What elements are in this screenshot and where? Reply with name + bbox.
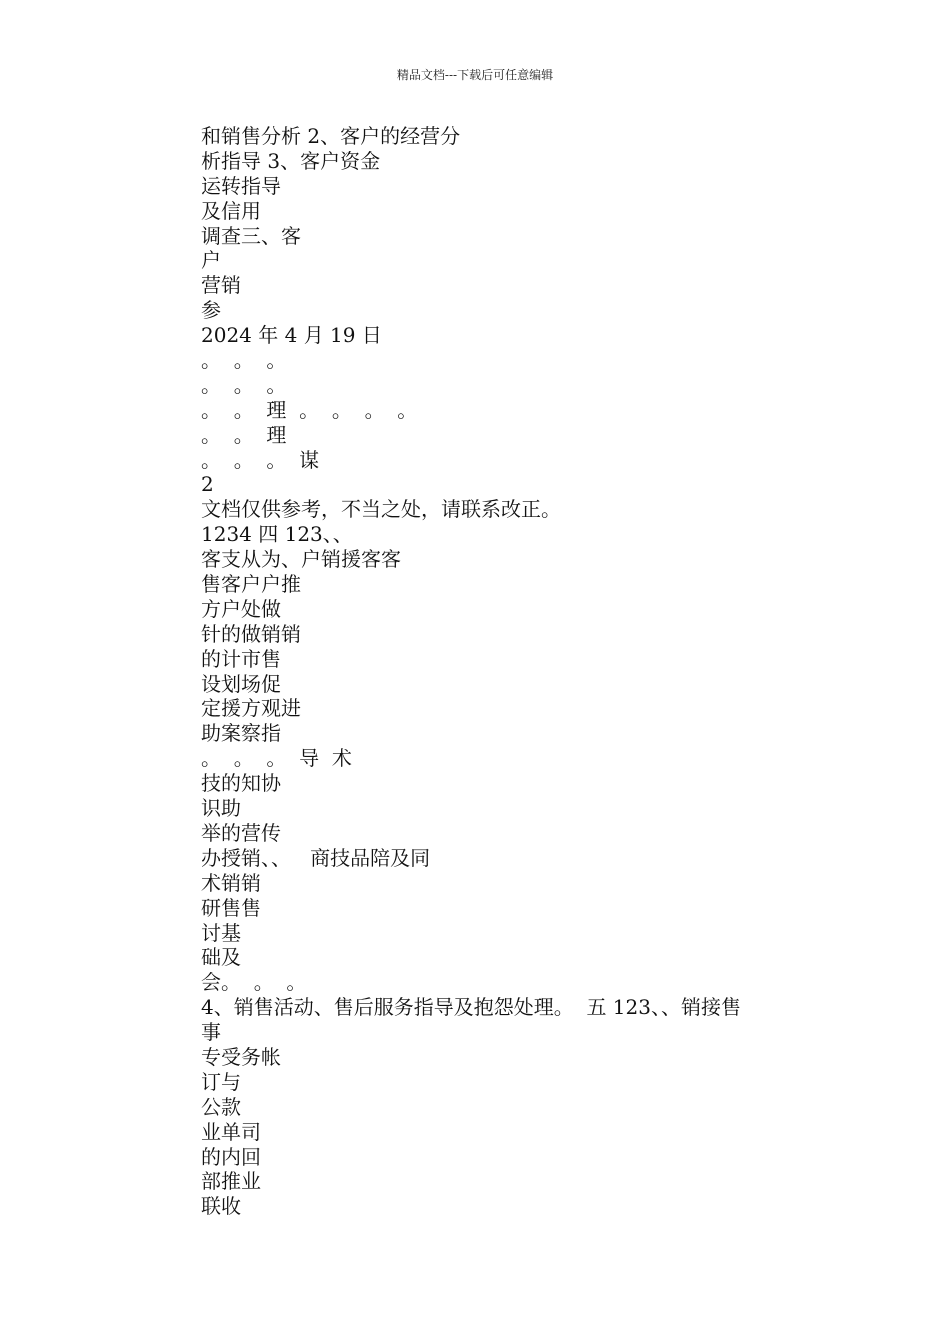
- text-line: 助案察指: [201, 721, 281, 746]
- text-line: 术销销: [201, 870, 261, 895]
- text-line: 公款: [201, 1094, 241, 1119]
- text-line: 营销: [201, 273, 241, 298]
- text-line: 专受务帐: [201, 1044, 281, 1069]
- text-line: 户: [201, 248, 221, 273]
- text-line: 及信用: [201, 198, 261, 223]
- text-line: 文档仅供参考，不当之处，请联系改正。: [201, 497, 561, 522]
- text-line: 2024 年 4 月 19 日: [201, 323, 382, 348]
- text-line: 会。 。 。: [201, 970, 307, 995]
- document-body: [201, 124, 841, 1219]
- text-line: 1234 四 123、、: [201, 522, 353, 547]
- text-line: 事: [201, 1020, 221, 1045]
- text-line: 。 。 。: [201, 372, 287, 397]
- text-line: 设划场促: [201, 671, 281, 696]
- text-line: 客支从为、户销援客客: [201, 547, 401, 572]
- text-line: 针的做销销: [201, 621, 301, 646]
- text-line: 联收: [201, 1194, 241, 1219]
- text-line: 析指导 3、客户资金: [201, 148, 381, 173]
- text-line: 运转指导: [201, 173, 281, 198]
- text-line: 业单司: [201, 1119, 261, 1144]
- text-line: 研售售: [201, 895, 261, 920]
- text-line: 。 。 理 。 。 。 。: [201, 397, 418, 422]
- text-line: 。 。 。 谋: [201, 447, 320, 472]
- text-line: 识助: [201, 796, 241, 821]
- text-line: 举的营传: [201, 820, 281, 845]
- text-line: 调查三、客: [201, 223, 301, 248]
- text-line: 。 。 。 导 术: [201, 746, 352, 771]
- text-line: 2: [201, 472, 214, 497]
- page-header: 精品文档---下载后可任意编辑: [396, 68, 554, 82]
- text-line: 的计市售: [201, 646, 281, 671]
- text-line: 4、销售活动、售后服务指导及抱怨处理。 五 123、、销接售: [201, 995, 741, 1020]
- text-line: 方户处做: [201, 596, 281, 621]
- text-line: 和销售分析 2、客户的经营分: [201, 124, 461, 148]
- text-line: 。 。 。: [201, 348, 287, 373]
- text-line: 的内回: [201, 1144, 261, 1169]
- text-line: 讨基: [201, 920, 241, 945]
- text-line: 础及: [201, 945, 241, 970]
- text-line: 部推业: [201, 1169, 261, 1194]
- text-line: 。 。 理: [201, 422, 287, 447]
- text-line: 定援方观进: [201, 696, 301, 721]
- text-line: 技的知协: [201, 771, 281, 796]
- text-line: 订与: [201, 1069, 241, 1094]
- text-line: 办授销、、 商技品陪及同: [201, 845, 431, 870]
- text-line: 售客户户推: [201, 572, 301, 597]
- text-line: 参: [201, 298, 221, 323]
